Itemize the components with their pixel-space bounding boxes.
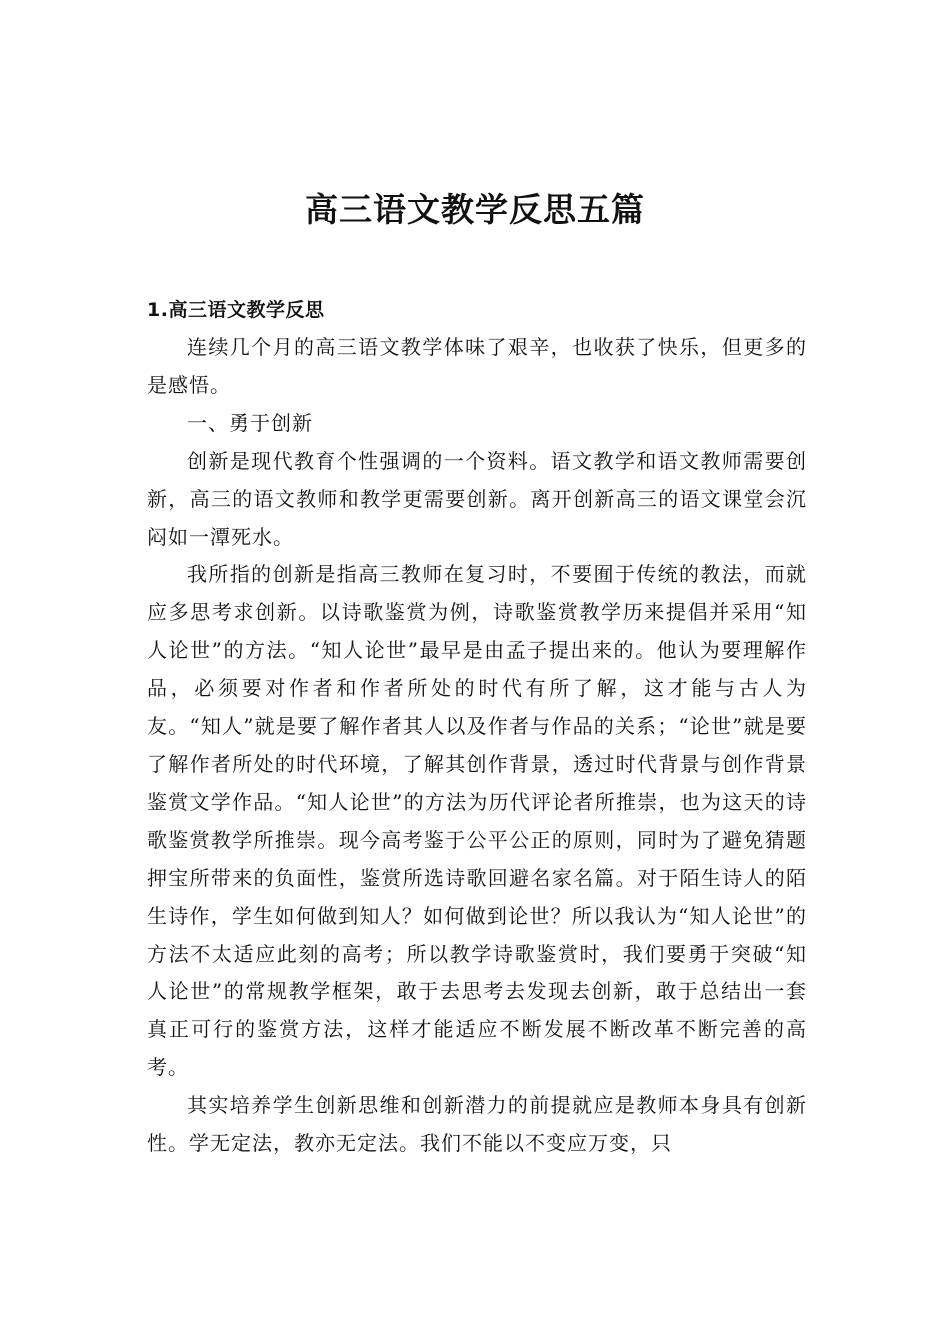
document-title: 高三语文教学反思五篇 [305,190,645,229]
paragraph: 我所指的创新是指高三教师在复习时，不要囿于传统的教法，而就应多思考求创新。以诗歌鉴赏为例，诗歌鉴赏教学历来提倡并采用“知人论世”的方法。“知人论世”最早是由孟子提出来的。他认为要理解作品，必须要对作者和作者所处的时代有所了解，这才能与古人为友。“知人”就是要了解作者其人以及作者与作品的关系；“论世”就是要了解作者所处的时代环境，了解其创作背景，透过时代背景与创作背景鉴赏文学作品。“知人论世”的方法为历代评论者所推崇，也为这天的诗歌鉴赏教学所推崇。现今高考鉴于公平公正的原则，同时为了避免猜题押宝所带来的负面性，鉴赏所选诗歌回避名家名篇。对于陌生诗人的陌生诗作，学生如何做到知人？如何做到论世？所以我认为“知人论世”的方法不太适应此刻的高考；所以教学诗歌鉴赏时，我们要勇于突破“知人论世”的常规教学框架，敢于去思考去发现去创新，敢于总结出一套真正可行的鉴赏方法，这样才能适应不断发展不断改革不断完善的高考。 [147,562,807,1080]
section-heading: 1.高三语文教学反思 [147,299,325,321]
document-body [147,291,807,1163]
paragraph: 连续几个月的高三语文教学体味了艰辛，也收获了快乐，但更多的是感悟。 [147,335,807,397]
subheading: 一、勇于创新 [187,410,313,435]
paragraph: 创新是现代教育个性强调的一个资料。语文教学和语文教师需要创新，高三的语文教师和教学更需要创新。离开创新高三的语文课堂会沉闷如一潭死水。 [147,448,807,549]
paragraph: 其实培养学生创新思维和创新潜力的前提就应是教师本身具有创新性。学无定法，教亦无定法。我们不能以不变应万变，只 [147,1093,807,1156]
